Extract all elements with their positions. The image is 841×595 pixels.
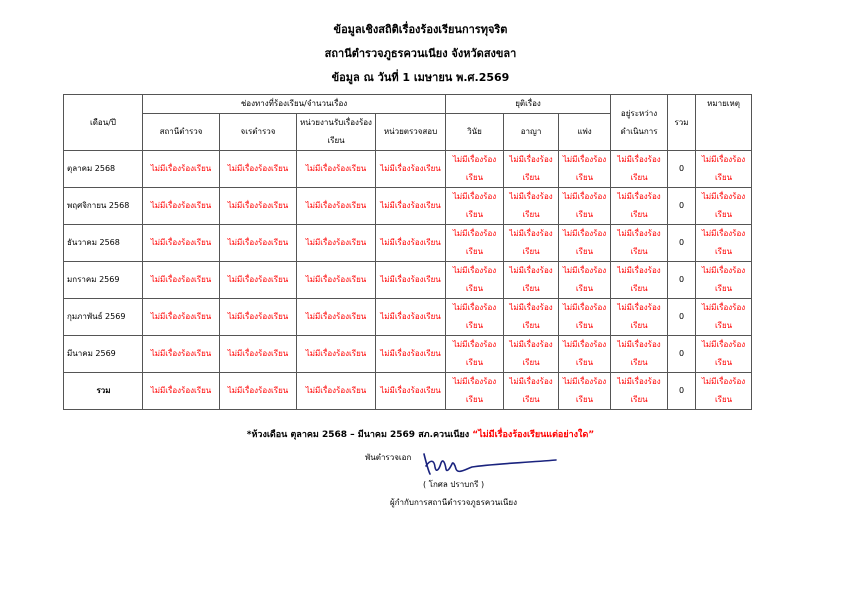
cell-channel-value: ไม่มีเรื่องร้องเรียน (376, 336, 446, 373)
header-resolved-civil: แพ่ง (559, 114, 611, 151)
cell-channel-value: ไม่มีเรื่องร้องเรียน (297, 225, 376, 262)
cell-channel-value: ไม่มีเรื่องร้องเรียน (143, 336, 220, 373)
signatory-rank: พันตำรวจเอก (365, 453, 412, 462)
header-total: รวม (668, 95, 696, 151)
cell-resolved-value: ไม่มีเรื่องร้องเรียน (504, 299, 559, 336)
cell-channel-value: ไม่มีเรื่องร้องเรียน (143, 225, 220, 262)
row-month: ธันวาคม 2568 (64, 225, 143, 262)
cell-in-progress-value: ไม่มีเรื่องร้องเรียน (611, 225, 668, 262)
cell-resolved-value: ไม่มีเรื่องร้องเรียน (504, 336, 559, 373)
cell-resolved-value: ไม่มีเรื่องร้องเรียน (504, 151, 559, 188)
cell-channel-value: ไม่มีเรื่องร้องเรียน (220, 373, 297, 410)
cell-resolved-value: ไม่มีเรื่องร้องเรียน (504, 188, 559, 225)
cell-channel-value: ไม่มีเรื่องร้องเรียน (297, 336, 376, 373)
table-row (64, 225, 752, 262)
cell-channel-value: ไม่มีเรื่องร้องเรียน (376, 262, 446, 299)
header-resolved-criminal: อาญา (504, 114, 559, 151)
cell-channel-value: ไม่มีเรื่องร้องเรียน (143, 262, 220, 299)
cell-channel-value: ไม่มีเรื่องร้องเรียน (376, 299, 446, 336)
header-remark: หมายเหตุ (696, 95, 752, 151)
cell-channel-value: ไม่มีเรื่องร้องเรียน (143, 188, 220, 225)
header-channels-group: ช่องทางที่ร้องเรียน/จำนวนเรื่อง (143, 95, 446, 114)
row-month: ตุลาคม 2568 (64, 151, 143, 188)
cell-total-value: 0 (668, 336, 696, 373)
cell-in-progress-value: ไม่มีเรื่องร้องเรียน (611, 373, 668, 410)
cell-in-progress-value: ไม่มีเรื่องร้องเรียน (611, 262, 668, 299)
cell-total-value: 0 (668, 299, 696, 336)
table-row (64, 336, 752, 373)
footnote-text: *ห้วงเดือน ตุลาคม 2568 – มีนาคม 2569 สภ.ควนเนียง (246, 430, 470, 440)
cell-channel-value: ไม่มีเรื่องร้องเรียน (220, 188, 297, 225)
header-channel-police-station: สถานีตำรวจ (143, 114, 220, 151)
cell-total-value: 0 (668, 188, 696, 225)
row-month: รวม (64, 373, 143, 410)
cell-resolved-value: ไม่มีเรื่องร้องเรียน (559, 262, 611, 299)
header-resolved-group: ยุติเรื่อง (446, 95, 611, 114)
cell-channel-value: ไม่มีเรื่องร้องเรียน (220, 262, 297, 299)
cell-channel-value: ไม่มีเรื่องร้องเรียน (220, 151, 297, 188)
cell-channel-value: ไม่มีเรื่องร้องเรียน (220, 299, 297, 336)
cell-channel-value: ไม่มีเรื่องร้องเรียน (143, 299, 220, 336)
cell-channel-value: ไม่มีเรื่องร้องเรียน (220, 336, 297, 373)
header-in-progress: อยู่ระหว่างดำเนินการ (611, 95, 668, 151)
cell-total-value: 0 (668, 262, 696, 299)
cell-channel-value: ไม่มีเรื่องร้องเรียน (143, 373, 220, 410)
cell-resolved-value: ไม่มีเรื่องร้องเรียน (446, 373, 504, 410)
station-name: สถานีตำรวจภูธรควนเนียง จังหวัดสงขลา (324, 47, 517, 60)
cell-channel-value: ไม่มีเรื่องร้องเรียน (376, 188, 446, 225)
row-month: มีนาคม 2569 (64, 336, 143, 373)
cell-channel-value: ไม่มีเรื่องร้องเรียน (376, 151, 446, 188)
cell-resolved-value: ไม่มีเรื่องร้องเรียน (446, 225, 504, 262)
row-month: มกราคม 2569 (64, 262, 143, 299)
cell-resolved-value: ไม่มีเรื่องร้องเรียน (559, 188, 611, 225)
cell-resolved-value: ไม่มีเรื่องร้องเรียน (504, 262, 559, 299)
cell-channel-value: ไม่มีเรื่องร้องเรียน (297, 299, 376, 336)
data-as-of-date: ข้อมูล ณ วันที่ 1 เมษายน พ.ศ.2569 (331, 71, 510, 84)
cell-resolved-value: ไม่มีเรื่องร้องเรียน (446, 336, 504, 373)
cell-channel-value: ไม่มีเรื่องร้องเรียน (297, 373, 376, 410)
cell-total-value: 0 (668, 225, 696, 262)
cell-in-progress-value: ไม่มีเรื่องร้องเรียน (611, 336, 668, 373)
row-month: กุมภาพันธ์ 2569 (64, 299, 143, 336)
table-row (64, 188, 752, 225)
cell-remark-value: ไม่มีเรื่องร้องเรียน (696, 299, 752, 336)
cell-channel-value: ไม่มีเรื่องร้องเรียน (297, 151, 376, 188)
header-channel-complaint-agency: หน่วยงานรับเรื่องร้องเรียน (297, 114, 376, 151)
header-month: เดือน/ปี (64, 95, 143, 151)
cell-channel-value: ไม่มีเรื่องร้องเรียน (376, 225, 446, 262)
cell-resolved-value: ไม่มีเรื่องร้องเรียน (559, 336, 611, 373)
footnote-highlight: “ไม่มีเรื่องร้องเรียนแต่อย่างใด” (472, 430, 595, 440)
cell-remark-value: ไม่มีเรื่องร้องเรียน (696, 336, 752, 373)
cell-in-progress-value: ไม่มีเรื่องร้องเรียน (611, 151, 668, 188)
cell-resolved-value: ไม่มีเรื่องร้องเรียน (446, 299, 504, 336)
cell-resolved-value: ไม่มีเรื่องร้องเรียน (446, 188, 504, 225)
cell-resolved-value: ไม่มีเรื่องร้องเรียน (446, 151, 504, 188)
signatory-name: ( โกศล ปราบกรี ) (423, 480, 485, 489)
cell-resolved-value: ไม่มีเรื่องร้องเรียน (504, 373, 559, 410)
cell-remark-value: ไม่มีเรื่องร้องเรียน (696, 188, 752, 225)
cell-channel-value: ไม่มีเรื่องร้องเรียน (376, 373, 446, 410)
cell-resolved-value: ไม่มีเรื่องร้องเรียน (504, 225, 559, 262)
cell-channel-value: ไม่มีเรื่องร้องเรียน (220, 225, 297, 262)
cell-channel-value: ไม่มีเรื่องร้องเรียน (297, 188, 376, 225)
cell-resolved-value: ไม่มีเรื่องร้องเรียน (446, 262, 504, 299)
cell-resolved-value: ไม่มีเรื่องร้องเรียน (559, 299, 611, 336)
document-title: ข้อมูลเชิงสถิติเรื่องร้องเรียนการทุจริต (333, 23, 508, 36)
table-row (64, 299, 752, 336)
cell-total-value: 0 (668, 151, 696, 188)
complaint-statistics-table (63, 94, 752, 410)
header-channel-inspector: จเรตำรวจ (220, 114, 297, 151)
table-row (64, 373, 752, 410)
cell-remark-value: ไม่มีเรื่องร้องเรียน (696, 262, 752, 299)
cell-remark-value: ไม่มีเรื่องร้องเรียน (696, 151, 752, 188)
table-row (64, 151, 752, 188)
header-resolved-discipline: วินัย (446, 114, 504, 151)
header-channel-audit-unit: หน่วยตรวจสอบ (376, 114, 446, 151)
cell-in-progress-value: ไม่มีเรื่องร้องเรียน (611, 188, 668, 225)
table-row (64, 262, 752, 299)
document-header (0, 18, 841, 90)
cell-resolved-value: ไม่มีเรื่องร้องเรียน (559, 225, 611, 262)
header-row-1 (64, 95, 752, 114)
cell-channel-value: ไม่มีเรื่องร้องเรียน (297, 262, 376, 299)
cell-channel-value: ไม่มีเรื่องร้องเรียน (143, 151, 220, 188)
cell-total-value: 0 (668, 373, 696, 410)
cell-resolved-value: ไม่มีเรื่องร้องเรียน (559, 373, 611, 410)
cell-remark-value: ไม่มีเรื่องร้องเรียน (696, 225, 752, 262)
cell-resolved-value: ไม่มีเรื่องร้องเรียน (559, 151, 611, 188)
footnote (0, 427, 841, 441)
handwritten-signature (420, 448, 560, 478)
cell-in-progress-value: ไม่มีเรื่องร้องเรียน (611, 299, 668, 336)
signatory-position: ผู้กำกับการสถานีตำรวจภูธรควนเนียง (390, 498, 517, 507)
row-month: พฤศจิกายน 2568 (64, 188, 143, 225)
cell-remark-value: ไม่มีเรื่องร้องเรียน (696, 373, 752, 410)
